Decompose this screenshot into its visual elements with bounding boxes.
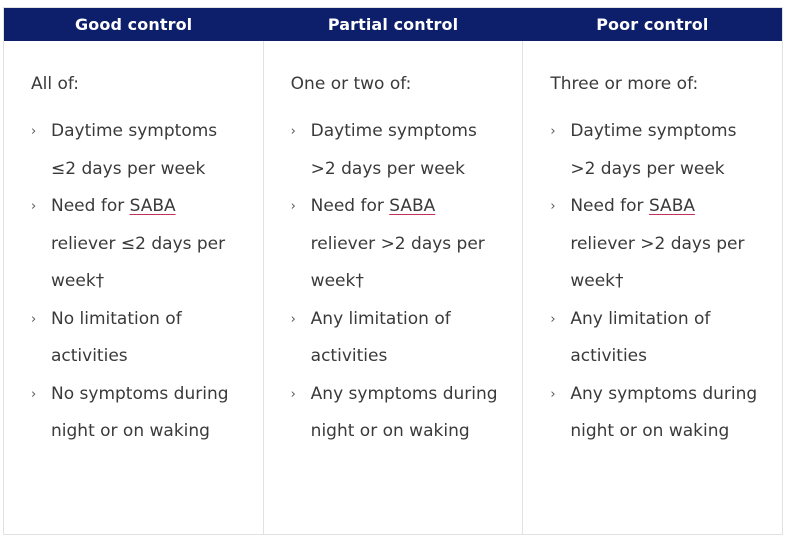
chevron-right-icon: ›: [290, 386, 296, 402]
item-text: Daytime symptoms >2 days per week: [570, 121, 737, 179]
item-text: Any symptoms during night or on waking: [310, 383, 498, 441]
item-text-after: reliever >2 days per week†: [310, 233, 485, 291]
item-text-after: reliever ≤2 days per week†: [51, 233, 226, 291]
column-good-control: [4, 41, 264, 534]
criteria-list: [31, 113, 245, 451]
chevron-right-icon: ›: [31, 199, 37, 214]
chevron-right-icon: ›: [290, 199, 296, 214]
chevron-right-icon: ›: [290, 311, 296, 327]
table-header-row: [4, 8, 782, 41]
item-text: Daytime symptoms >2 days per week: [310, 121, 477, 179]
item-text: Any limitation of activities: [570, 308, 711, 366]
chevron-right-icon: ›: [550, 386, 556, 402]
list-item: [31, 376, 245, 451]
chevron-right-icon: ›: [550, 311, 556, 327]
column-poor-control: [523, 41, 782, 534]
item-text: No symptoms during night or on waking: [51, 383, 229, 441]
chevron-right-icon: ›: [550, 124, 556, 139]
item-text: No limitation of activities: [51, 308, 182, 366]
item-text: Any limitation of activities: [310, 308, 451, 366]
list-item: [550, 376, 764, 451]
chevron-right-icon: ›: [31, 311, 37, 327]
item-text-before: Need for: [310, 196, 390, 216]
chevron-right-icon: ›: [550, 199, 556, 214]
list-item: [550, 113, 764, 188]
saba-abbreviation[interactable]: SABA: [648, 196, 695, 216]
item-text-after: reliever >2 days per week†: [570, 233, 745, 291]
list-item: [291, 188, 505, 301]
column-intro: All of:: [31, 74, 79, 94]
item-text: Any symptoms during night or on waking: [570, 383, 758, 441]
chevron-right-icon: ›: [31, 386, 37, 402]
header-partial-control: Partial control: [327, 15, 459, 34]
list-item: [291, 376, 505, 451]
saba-abbreviation[interactable]: SABA: [389, 196, 436, 216]
column-intro: One or two of:: [290, 74, 412, 94]
asthma-control-table: [3, 7, 783, 535]
column-partial-control: [264, 41, 524, 534]
list-item: [31, 188, 245, 301]
header-poor-control: Poor control: [596, 15, 709, 34]
chevron-right-icon: ›: [290, 124, 296, 139]
item-text-before: Need for: [570, 196, 649, 216]
list-item: [291, 301, 505, 376]
item-text: Daytime symptoms ≤2 days per week: [51, 121, 218, 179]
table-body-row: [4, 41, 782, 534]
list-item: [550, 301, 764, 376]
criteria-list: [550, 113, 764, 451]
list-item: [31, 301, 245, 376]
column-intro: Three or more of:: [550, 74, 699, 94]
chevron-right-icon: ›: [31, 124, 37, 139]
saba-abbreviation[interactable]: SABA: [129, 196, 176, 216]
list-item: [550, 188, 764, 301]
criteria-list: [291, 113, 505, 451]
list-item: [31, 113, 245, 188]
item-text-before: Need for: [51, 196, 130, 216]
list-item: [291, 113, 505, 188]
header-good-control: Good control: [75, 15, 193, 34]
